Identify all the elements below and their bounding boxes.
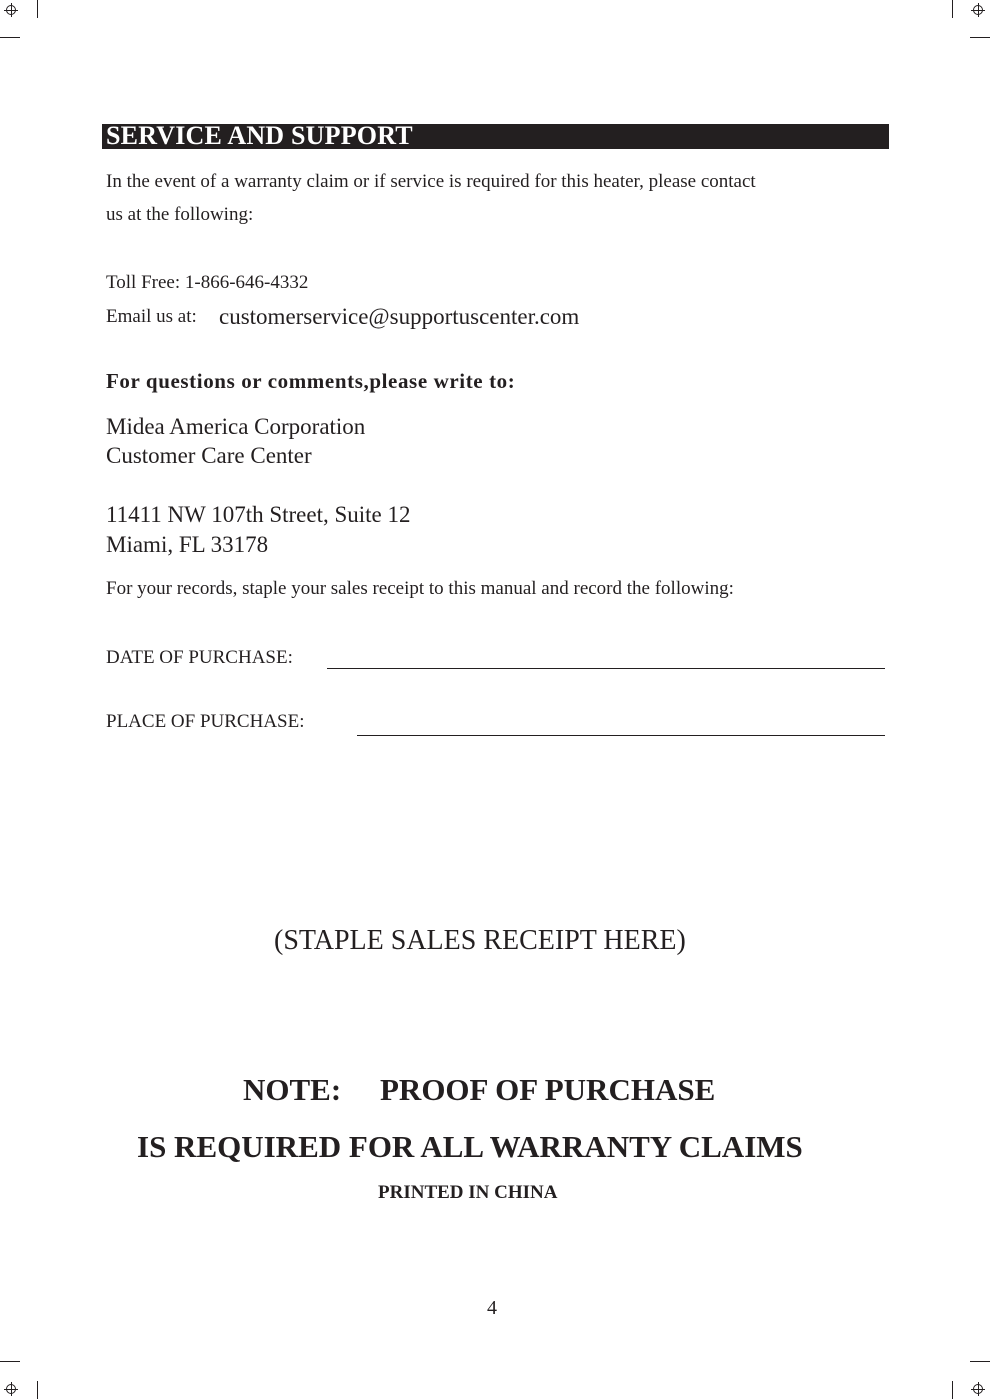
registration-mark-top-left: [4, 3, 18, 17]
page-number: 4: [487, 1297, 497, 1319]
address-street: 11411 NW 107th Street, Suite 12: [106, 502, 411, 527]
section-header-bar: [102, 121, 889, 150]
section-title: SERVICE AND SUPPORT: [106, 121, 413, 150]
registration-mark-bottom-right: [971, 1382, 985, 1396]
crop-mark-bottom-left-horizontal: [0, 1361, 20, 1362]
crop-mark-top-left-horizontal: [0, 37, 20, 38]
crop-mark-top-left: [37, 0, 38, 18]
crop-mark-top-right: [952, 0, 953, 18]
address-department: Customer Care Center: [106, 443, 312, 468]
place-of-purchase-field[interactable]: [357, 735, 885, 736]
toll-free-number: Toll Free: 1-866-646-4332: [106, 272, 309, 293]
place-of-purchase-label: PLACE OF PURCHASE:: [106, 711, 305, 732]
note-label: NOTE:: [243, 1072, 342, 1107]
date-of-purchase-field[interactable]: [327, 668, 885, 669]
note-warranty-claims: IS REQUIRED FOR ALL WARRANTY CLAIMS: [137, 1129, 803, 1164]
intro-line-2: us at the following:: [106, 204, 254, 225]
printed-in-china: PRINTED IN CHINA: [378, 1182, 558, 1203]
write-to-heading: For questions or comments,please write to:: [106, 369, 516, 393]
crop-mark-bottom-left: [37, 1381, 38, 1399]
date-of-purchase-label: DATE OF PURCHASE:: [106, 647, 293, 668]
address-company: Midea America Corporation: [106, 414, 366, 439]
records-note: For your records, staple your sales receipt to this manual and record the following:: [106, 578, 734, 599]
intro-line-1: In the event of a warranty claim or if service is required for this heater, please contact: [106, 171, 756, 192]
staple-receipt-note: (STAPLE SALES RECEIPT HERE): [274, 925, 686, 956]
registration-mark-top-right: [971, 3, 985, 17]
crop-mark-bottom-right: [952, 1381, 953, 1399]
email-address: customerservice@supportuscenter.com: [219, 304, 580, 329]
crop-mark-bottom-right-horizontal: [970, 1361, 990, 1362]
registration-mark-bottom-left: [4, 1382, 18, 1396]
crop-mark-top-right-horizontal: [970, 37, 990, 38]
email-label: Email us at:: [106, 306, 197, 327]
note-proof-of-purchase: PROOF OF PURCHASE: [380, 1072, 716, 1107]
address-city: Miami, FL 33178: [106, 532, 269, 557]
